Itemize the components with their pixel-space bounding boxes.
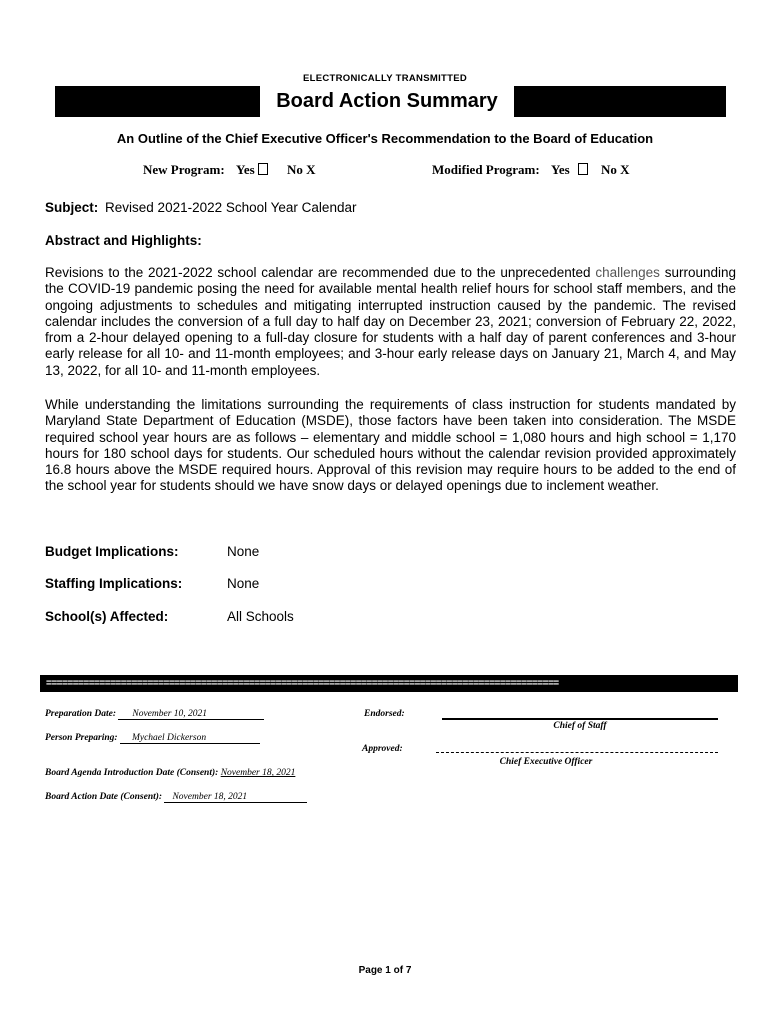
endorsed-label: Endorsed:: [364, 709, 405, 719]
action-date-value: November 18, 2021: [164, 792, 307, 803]
new-program-label: New Program:: [143, 162, 225, 177]
endorsed-signature-line: [442, 718, 718, 720]
separator-bar: [40, 675, 738, 692]
modified-program-row: [432, 162, 630, 178]
intro-date-label: Board Agenda Introduction Date (Consent):: [45, 768, 219, 778]
new-program-yes-checkbox[interactable]: [258, 163, 268, 175]
page-number: Page 1 of 7: [358, 965, 412, 976]
intro-date-value: November 18, 2021: [220, 768, 296, 778]
page-title: Board Action Summary: [276, 90, 498, 112]
abstract-paragraph-2: While understanding the limitations surrounding the requirements of class instruction for students mandated by Maryland State Department of Education (MSDE), those factors have been taken into consideration. The MSDE required school year hours are as follows – elementary and middle school = 1,080 hours and high school = 1,170 hours for 180 school days for students. Our scheduled hours without the calendar revision provided approximately 16.8 hours above the MSDE required hours. Approval of this revision may require hours to be added to the end of the school year for students should we have snow days or delayed openings due to inclement weather.: [45, 397, 736, 494]
preparation-date-label: Preparation Date:: [45, 709, 116, 719]
endorsed-title: Chief of Staff: [553, 721, 607, 731]
person-preparing-value: Mychael Dickerson: [120, 733, 260, 744]
title-bar-right: [514, 86, 726, 117]
new-program-row: [143, 162, 316, 178]
abstract-p1-end: surrounding the COVID-19 pandemic posing the need for available mental health relief hours for school staff members, and the ongoing adjustments to schedules and mitigating interrupted instruction caused by the pandemic. The revised calendar includes the conversion of a full day to half day on December 23, 2021; conversion of February 22, 2022, from a 2-hour delayed opening to a full-day closure for students with a half day of parent conferences and 3-hour early release for all 10- and 11-month employees; and 3-hour early release days on January 21, March 4, and May 13, 2022, for all 10- and 11-month employees.: [45, 265, 736, 378]
approved-label: Approved:: [362, 744, 403, 754]
new-program-no: No X: [286, 162, 316, 177]
abstract-heading: Abstract and Highlights:: [45, 233, 202, 248]
separator-text: ================================================================================================: [46, 678, 559, 689]
outline-subtitle: An Outline of the Chief Executive Officer's Recommendation to the Board of Education: [116, 131, 654, 146]
subject-line: [45, 200, 356, 215]
subject-label: Subject:: [45, 200, 99, 215]
new-program-yes-label: Yes: [235, 162, 255, 177]
action-date-row: [45, 792, 307, 803]
abstract-paragraph-1: [45, 265, 736, 379]
schools-affected-value: All Schools: [227, 609, 294, 624]
modified-program-no: No X: [601, 162, 630, 177]
title-band: [55, 86, 726, 117]
person-preparing-row: [45, 733, 260, 744]
preparation-date-value: November 10, 2021: [118, 709, 264, 720]
schools-affected-label: School(s) Affected:: [45, 609, 169, 624]
staffing-implications-label: Staffing Implications:: [45, 576, 183, 591]
abstract-p1-highlight: challenges: [595, 265, 660, 280]
abstract-p1-start: Revisions to the 2021-2022 school calendar are recommended due to the unprecedented: [45, 265, 596, 280]
budget-implications-value: None: [227, 544, 260, 559]
modified-program-label: Modified Program:: [432, 162, 540, 177]
intro-date-row: [45, 768, 295, 778]
action-date-label: Board Action Date (Consent):: [45, 792, 163, 802]
preparation-date-row: [45, 709, 264, 720]
staffing-implications-value: None: [227, 576, 260, 591]
subject-value: Revised 2021-2022 School Year Calendar: [105, 200, 357, 215]
approved-signature-line: [436, 752, 718, 753]
approved-title: Chief Executive Officer: [499, 757, 593, 767]
person-preparing-label: Person Preparing:: [45, 733, 118, 743]
modified-program-yes-checkbox[interactable]: [578, 163, 588, 175]
transmitted-label: ELECTRONICALLY TRANSMITTED: [302, 73, 468, 84]
budget-implications-label: Budget Implications:: [45, 544, 179, 559]
modified-program-yes-label: Yes: [550, 162, 570, 177]
title-bar-left: [55, 86, 260, 117]
